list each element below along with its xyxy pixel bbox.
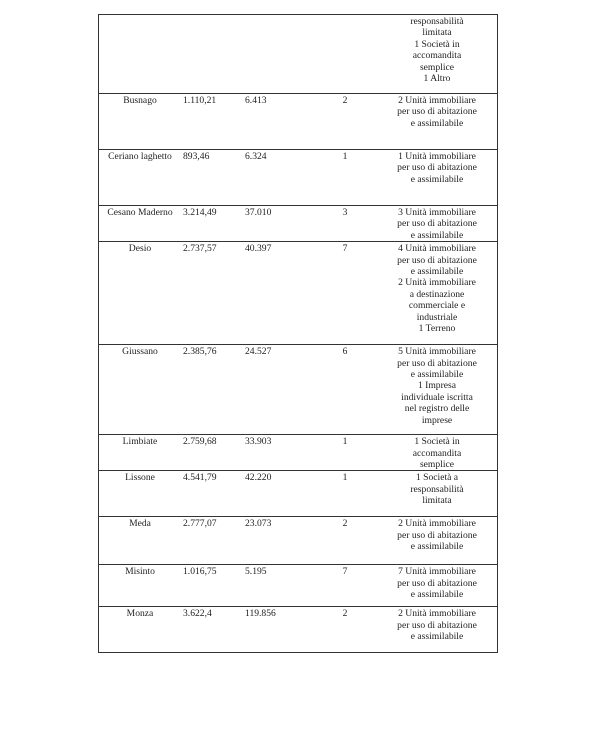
numero-beni-cell: 6 (313, 345, 377, 435)
comune-cell: Giussano (99, 345, 182, 435)
descrizione-line: individuale iscritta (401, 391, 473, 403)
popolazione-cell: 119.856 (243, 607, 313, 653)
descrizione-line: 1 Impresa (417, 380, 457, 392)
comune-cell: Meda (99, 517, 182, 565)
comune-cell: Cesano Maderno (99, 206, 182, 242)
popolazione-cell: 40.397 (243, 242, 313, 345)
descrizione-line: e assimilabile (410, 173, 464, 185)
table-row (99, 517, 498, 565)
comune-cell (99, 15, 182, 94)
table-row (99, 94, 498, 150)
popolazione-cell: 6.324 (243, 150, 313, 206)
numero-beni-cell: 1 (313, 471, 377, 517)
popolazione-cell (243, 15, 313, 94)
descrizione-line: per uso di abitazione (397, 218, 477, 230)
descrizione-line: per uso di abitazione (397, 529, 477, 541)
descrizione-cell (377, 345, 498, 435)
numero-beni-cell: 7 (313, 565, 377, 607)
descrizione-line: 1 Società in (414, 436, 460, 448)
descrizione-line: per uso di abitazione (397, 254, 477, 266)
popolazione-cell: 33.903 (243, 435, 313, 471)
popolazione-cell: 24.527 (243, 345, 313, 435)
descrizione-cell (377, 242, 498, 345)
descrizione-line: 4 Unità immobiliare (398, 243, 476, 255)
comune-cell: Busnago (99, 94, 182, 150)
descrizione-line: e assimilabile (410, 229, 464, 241)
superficie-cell: 4.541,79 (181, 471, 243, 517)
popolazione-cell: 37.010 (243, 206, 313, 242)
municipalities-table (98, 14, 498, 653)
superficie-cell: 893,46 (181, 150, 243, 206)
descrizione-line: 1 Terreno (418, 323, 456, 335)
superficie-cell: 1.110,21 (181, 94, 243, 150)
superficie-cell: 2.737,57 (181, 242, 243, 345)
descrizione-line: e assimilabile (410, 631, 464, 643)
descrizione-line: 2 Unità immobiliare (398, 95, 476, 106)
popolazione-cell: 6.413 (243, 94, 313, 150)
popolazione-cell: 42.220 (243, 471, 313, 517)
descrizione-line: 2 Unità immobiliare (398, 608, 476, 620)
descrizione-line: semplice (419, 459, 455, 471)
descrizione-line: limitata (422, 27, 452, 39)
descrizione-line: responsabilità (410, 483, 464, 495)
descrizione-line: per uso di abitazione (397, 619, 477, 631)
descrizione-line: accomandita (412, 447, 462, 459)
numero-beni-cell: 7 (313, 242, 377, 345)
descrizione-line: 7 Unità immobiliare (398, 566, 476, 578)
descrizione-line: 1 Unità immobiliare (398, 151, 476, 162)
numero-beni-cell: 2 (313, 94, 377, 150)
numero-beni-cell: 1 (313, 435, 377, 471)
descrizione-line: 2 Unità immobiliare (398, 277, 476, 289)
table-row (99, 607, 498, 653)
table-row (99, 471, 498, 517)
comune-cell: Monza (99, 607, 182, 653)
comune-cell: Lissone (99, 471, 182, 517)
numero-beni-cell: 3 (313, 206, 377, 242)
descrizione-line: 1 Altro (423, 73, 451, 85)
descrizione-cell (377, 150, 498, 206)
superficie-cell: 2.777,07 (181, 517, 243, 565)
superficie-cell: 2.759,68 (181, 435, 243, 471)
superficie-cell: 1.016,75 (181, 565, 243, 607)
descrizione-line: responsabilità (410, 16, 464, 27)
popolazione-cell: 5.195 (243, 565, 313, 607)
table-row (99, 345, 498, 435)
descrizione-line: e assimilabile (410, 541, 464, 553)
descrizione-line: 1 Società in (414, 38, 460, 50)
popolazione-cell: 23.073 (243, 517, 313, 565)
numero-beni-cell: 2 (313, 517, 377, 565)
descrizione-line: 3 Unità immobiliare (398, 207, 476, 218)
descrizione-line: per uso di abitazione (397, 357, 477, 369)
descrizione-line: 5 Unità immobiliare (398, 346, 476, 358)
descrizione-cell (377, 471, 498, 517)
numero-beni-cell: 2 (313, 607, 377, 653)
descrizione-line: per uso di abitazione (397, 162, 477, 174)
descrizione-line: 2 Unità immobiliare (398, 518, 476, 530)
descrizione-line: per uso di abitazione (397, 577, 477, 589)
descrizione-cell (377, 15, 498, 94)
descrizione-line: e assimilabile (410, 589, 464, 601)
descrizione-line: e assimilabile (410, 117, 464, 129)
table-row (99, 565, 498, 607)
superficie-cell (181, 15, 243, 94)
comune-cell: Limbiate (99, 435, 182, 471)
table-row (99, 242, 498, 345)
descrizione-cell (377, 517, 498, 565)
descrizione-line: e assimilabile (410, 369, 464, 381)
descrizione-line: accomandita (412, 50, 462, 62)
table-row (99, 15, 498, 94)
descrizione-cell (377, 206, 498, 242)
table-row (99, 206, 498, 242)
superficie-cell: 3.214,49 (181, 206, 243, 242)
descrizione-line: per uso di abitazione (397, 106, 477, 118)
table-row (99, 150, 498, 206)
comune-cell: Ceriano laghetto (99, 150, 182, 206)
comune-cell: Misinto (99, 565, 182, 607)
descrizione-line: e assimilabile (410, 266, 464, 278)
descrizione-cell (377, 94, 498, 150)
numero-beni-cell (313, 15, 377, 94)
descrizione-line: imprese (421, 414, 453, 426)
descrizione-cell (377, 607, 498, 653)
descrizione-line: industriale (416, 311, 458, 323)
descrizione-line: a destinazione (409, 288, 465, 300)
descrizione-cell (377, 435, 498, 471)
descrizione-line: commerciale e (408, 300, 466, 312)
table-body (99, 15, 498, 653)
superficie-cell: 2.385,76 (181, 345, 243, 435)
descrizione-cell (377, 565, 498, 607)
descrizione-line: semplice (419, 61, 455, 73)
numero-beni-cell: 1 (313, 150, 377, 206)
descrizione-line: 1 Società a (415, 472, 459, 484)
comune-cell: Desio (99, 242, 182, 345)
table-row (99, 435, 498, 471)
descrizione-line: nel registro delle (404, 403, 470, 415)
descrizione-line: limitata (422, 495, 452, 507)
superficie-cell: 3.622,4 (181, 607, 243, 653)
